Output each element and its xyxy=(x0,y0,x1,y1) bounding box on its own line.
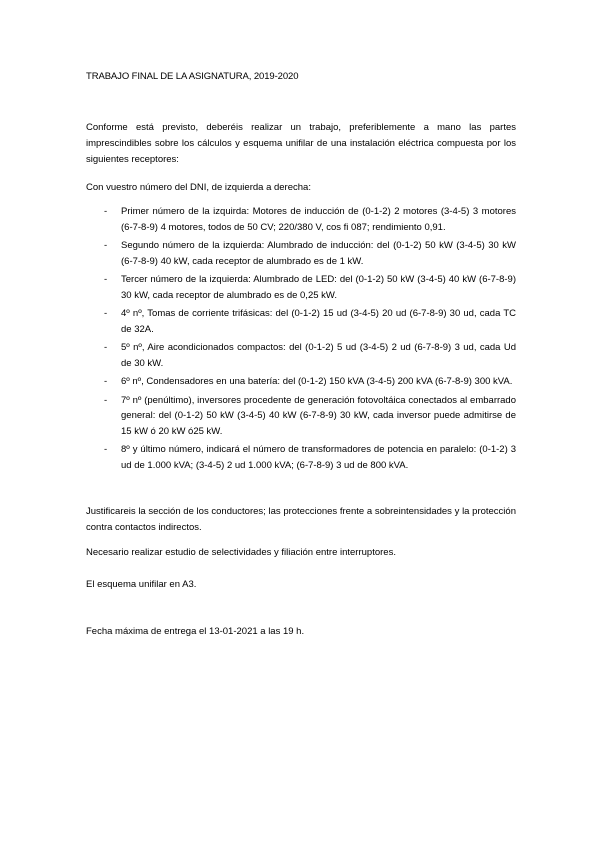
list-item xyxy=(86,374,516,390)
list-item xyxy=(86,238,516,269)
bullet-marker: - xyxy=(104,394,108,406)
bullet-marker: - xyxy=(104,240,108,251)
list-item xyxy=(86,272,516,303)
deadline-paragraph: Fecha máxima de entrega el 13-01-2021 a las 19 h. xyxy=(86,626,305,637)
bullet-marker: - xyxy=(104,308,108,319)
list-item xyxy=(86,442,516,473)
bullet-marker: - xyxy=(104,376,108,387)
receptor-list xyxy=(86,204,516,476)
document-title: TRABAJO FINAL DE LA ASIGNATURA, 2019-2020 xyxy=(86,71,299,82)
list-item xyxy=(86,340,516,371)
list-item-text: Segundo número de la izquierda: Alumbrado de inducción: del (0-1-2) 50 kW (3-4-5) 30 kW (6-7-8-9) 40 kW, cada receptor de alumbrado es de 1 kW. xyxy=(121,240,516,267)
list-item-text: 7º nº (penúltimo), inversores procedente de generación fotovoltáica conectados al embarrado general: del (0-1-2) 50 kW (3-4-5) 40 kW (6-7-8-9) 30 kW, cada inversor puede admitirse de 15 kW ó 20 kW ó25 kW. xyxy=(121,394,516,437)
selectivity-paragraph: Necesario realizar estudio de selectividades y filiación entre interruptores. xyxy=(86,547,396,558)
list-item-text: 6º nº, Condensadores en una batería: del (0-1-2) 150 kVA (3-4-5) 200 kVA (6-7-8-9) 300 kVA. xyxy=(121,376,513,387)
list-item xyxy=(86,306,516,337)
dni-instruction: Con vuestro número del DNI, de izquierda a derecha: xyxy=(86,182,311,193)
list-item-text: 4º nº, Tomas de corriente trifásicas: del (0-1-2) 15 ud (3-4-5) 20 ud (6-7-8-9) 30 ud, cada TC de 32A. xyxy=(121,308,516,335)
bullet-marker: - xyxy=(104,274,108,285)
bullet-marker: - xyxy=(104,206,108,217)
bullet-marker: - xyxy=(104,342,108,353)
list-item-text: 5º nº, Aire acondicionados compactos: del (0-1-2) 5 ud (3-4-5) 2 ud (6-7-8-9) 3 ud, cada Ud de 30 kW. xyxy=(121,342,516,369)
bullet-marker: - xyxy=(104,444,108,455)
list-item xyxy=(86,393,516,440)
list-item-text: Tercer número de la izquierda: Alumbrado de LED: del (0-1-2) 50 kW (3-4-5) 40 kW (6-7-8-9) 30 kW, cada receptor de alumbrado es de 0,25 kW. xyxy=(121,274,516,301)
justification-paragraph: Justificareis la sección de los conductores; las protecciones frente a sobreintensidades y la protección contra contactos indirectos. xyxy=(86,506,516,533)
list-item-text: 8º y último número, indicará el número de transformadores de potencia en paralelo: (0-1-2) 3 ud de 1.000 kVA; (3-4-5) 2 ud 1.000 kVA; (6-7-8-9) 3 ud de 800 kVA. xyxy=(121,444,516,471)
list-item xyxy=(86,204,516,235)
intro-paragraph: Conforme está previsto, deberéis realizar un trabajo, preferiblemente a mano las partes imprescindibles sobre los cálculos y esquema unifilar de una instalación eléctrica compuesta por los siguientes receptores: xyxy=(86,122,516,165)
schema-paragraph: El esquema unifilar en A3. xyxy=(86,579,197,590)
list-item-text: Primer número de la izquirda: Motores de inducción de (0-1-2) 2 motores (3-4-5) 3 motores (6-7-8-9) 4 motores, todos de 50 CV; 220/380 V, cos fi 087; rendimiento 0,91. xyxy=(121,206,516,233)
